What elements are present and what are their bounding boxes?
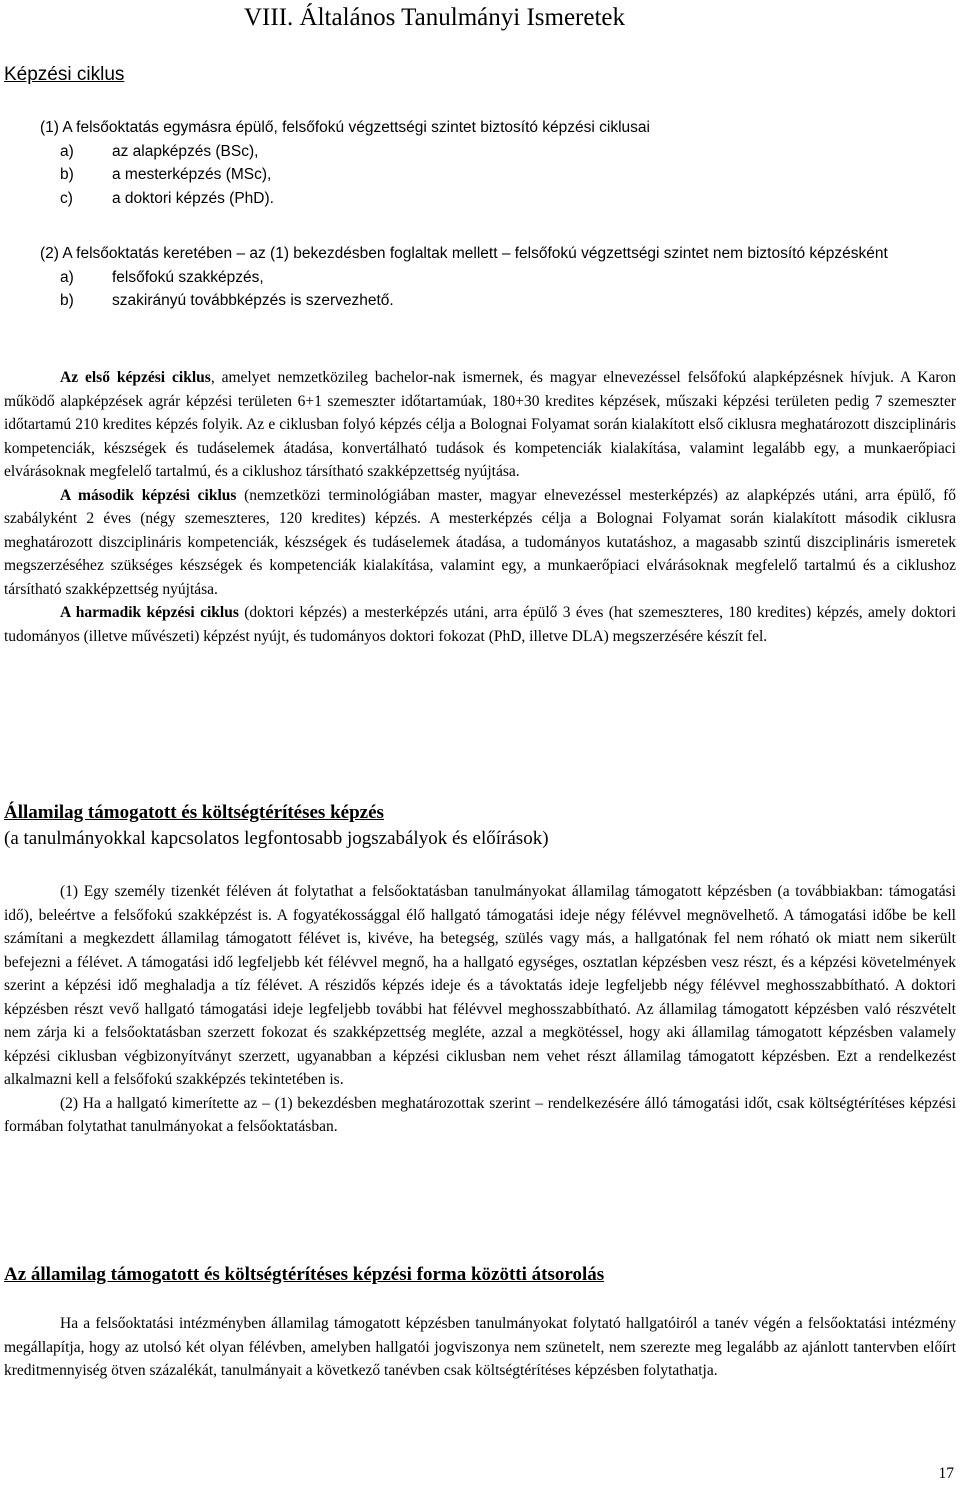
first-cycle-text-b: A Karon működő alapképzések agrár képzési területen 6+1 szemeszter időtartamúak, 180+30 kredites képzések, műszaki képzési területen pedig 7 szemeszter időtartamú 210 kredites képzés folyik. Az e ciklusban folyó képzés célja a Bolognai Folyamat során kialakított első ciklusra meghatározott diszciplináris kompetenciák, készségek és tudáselemek átadása, konvertálható tudások és kompetenciák kialakítása, valamint legalább egy, a munkaerőpiaci elvárásoknak megfelelő tartalmú, és a ciklushoz társítható szakképzettség nyújtása. [4,369,956,480]
paragraph-third-cycle [4,601,956,648]
paragraph-cycles-list [4,116,956,210]
list-item [4,266,956,290]
list-item [4,140,956,164]
list-marker: b) [60,292,74,309]
list-item-text: szakirányú továbbképzés is szervezhető. [112,292,394,309]
list-item-text: felsőfokú szakképzés, [112,268,264,286]
list-item-text: a mesterképzés (MSc), [112,166,272,183]
paragraph-non-degree-list [4,242,956,313]
section-label-kepzesi-ciklus: Képzési ciklus [4,64,125,85]
second-cycle-term: A második képzési ciklus [60,486,237,504]
list-marker: a) [60,142,74,160]
list-item [4,163,956,187]
section-state-funded-body [4,880,956,1139]
list-item-text: az alapképzés (BSc), [112,142,259,160]
first-cycle-term: Az első képzési ciklus [60,369,211,386]
paragraph-reclassification: Ha a felsőoktatási intézményben államilag támogatott képzésben tanulmányokat folytató hallgatóiról a tanév végén a felsőoktatási intézmény megállapítja, hogy az utolsó két olyan félévben, amelyben hallgatói jogviszonya nem szünetelt, nem szerezte meg legalább az ajánlott tantervben előírt kreditmennyiség ötven százalékát, tanulmányait a következő tanévben csak költségtérítéses képzésben folytathatja. [4,1315,956,1379]
list-item [4,289,956,313]
section-heading-reclassification: Az államilag támogatott és költségtérítéses képzési forma közötti átsorolás [4,1264,605,1285]
section-heading-state-funded: Államilag támogatott és költségtérítéses képzés [4,802,384,823]
list-item-text: a doktori képzés (PhD). [112,189,274,207]
first-cycle-text-a: , amelyet nemzetközileg bachelor-nak ismernek, és magyar elnevezéssel felsőfokú alapképzésnek hívjuk. [210,369,894,386]
second-cycle-text: (nemzetközi terminológiában master, magyar elnevezéssel mesterképzés) az alapképzés utáni, arra épülő, fő szabályként 2 éves (négy szemeszteres, 120 kredites) képzés. A mesterképzés célja a Bolognai Folyamat során kialakított második ciklusra meghatározott diszciplináris kompetenciák, készségek és tudáselemek átadása, a tudományos kutatáshoz, a magasabb szintű diszciplináris ismeretek megszerzéséhez szükséges készségek és kompetenciák kialakítása, valamint egy, a munkaerőpiaci elvárásoknak megfelelő tartalmú és a ciklushoz társítható szakképzettség nyújtása. [4,486,956,598]
section-subheading-regulations: (a tanulmányokkal kapcsolatos legfontosabb jogszabályok és előírások) [4,828,549,849]
paragraph-1-intro: (1) A felsőoktatás egymásra épülő, felsőfokú végzettségi szintet biztosító képzési ciklusai [40,119,650,136]
list-marker: b) [60,166,74,183]
paragraph-first-cycle [4,366,956,484]
paragraph-second-cycle [4,484,956,602]
list-item [4,187,956,211]
third-cycle-text: (doktori képzés) a mesterképzés utáni, arra épülő 3 éves (hat szemeszteres, 180 kredites) képzés, amely doktori tudományos (illetve művészeti) képzést nyújt, és tudományos doktori fokozat (PhD, illetve DLA) megszerzésére készít fel. [4,604,957,645]
section-reclassification-body [4,1312,956,1383]
cycle-descriptions [4,366,956,648]
section-reclassification [4,1262,956,1288]
list-marker: a) [60,268,74,286]
chapter-title: VIII. Általános Tanulmányi Ismeretek [244,4,626,31]
page-number: 17 [938,1465,954,1482]
section-state-funded [4,800,956,852]
third-cycle-term: A harmadik képzési ciklus [60,604,239,621]
paragraph-2-intro: (2) A felsőoktatás keretében – az (1) bekezdésben foglaltak mellett – felsőfokú végzettségi szintet nem biztosító képzésként [40,245,888,262]
paragraph-exhausted-time: (2) Ha a hallgató kimerítette az – (1) bekezdésben meghatározottak szerint – rendelkezésére álló támogatási időt, csak költségtérítéses képzési formában folytathat tanulmányokat a felsőoktatásban. [4,1094,956,1135]
paragraph-support-time: (1) Egy személy tizenkét féléven át folytathat a felsőoktatásban tanulmányokat államilag támogatott képzésben (a továbbiakban: támogatási idő), beleértve a felsőfokú szakképzést is. A fogyatékossággal élő hallgató támogatási ideje négy félévvel megnövelhető. A támogatási időbe be kell számítani a megkezdett államilag támogatott félévet is, kivéve, ha betegség, szülés vagy más, a hallgatónak fel nem róható ok miatt nem sikerült befejezni a félévet. A támogatási idő legfeljebb két félévvel megnő, ha a hallgató egységes, osztatlan képzésben vesz részt, és a képzési követelmények szerint a képzési idő meghaladja a tíz félévet. A részidős képzés ideje és a távoktatás ideje legfeljebb négy félévvel meghosszabbítható. A doktori képzésben részt vevő hallgató támogatási ideje legfeljebb további hat félévvel meghosszabbítható. Az államilag támogatott képzésben való részvételt nem zárja ki a felsőoktatásban szerzett fokozat és szakképzettség megléte, azzal a megkötéssel, hogy aki államilag támogatott képzésben valamely képzési ciklusban végbizonyítványt szerzett, ugyanabban a képzési ciklusban nem vehet részt államilag támogatott képzésben. Ezt a rendelkezést alkalmazni kell a felsőfokú szakképzés tekintetében is. [4,883,956,1088]
list-marker: c) [60,189,73,207]
